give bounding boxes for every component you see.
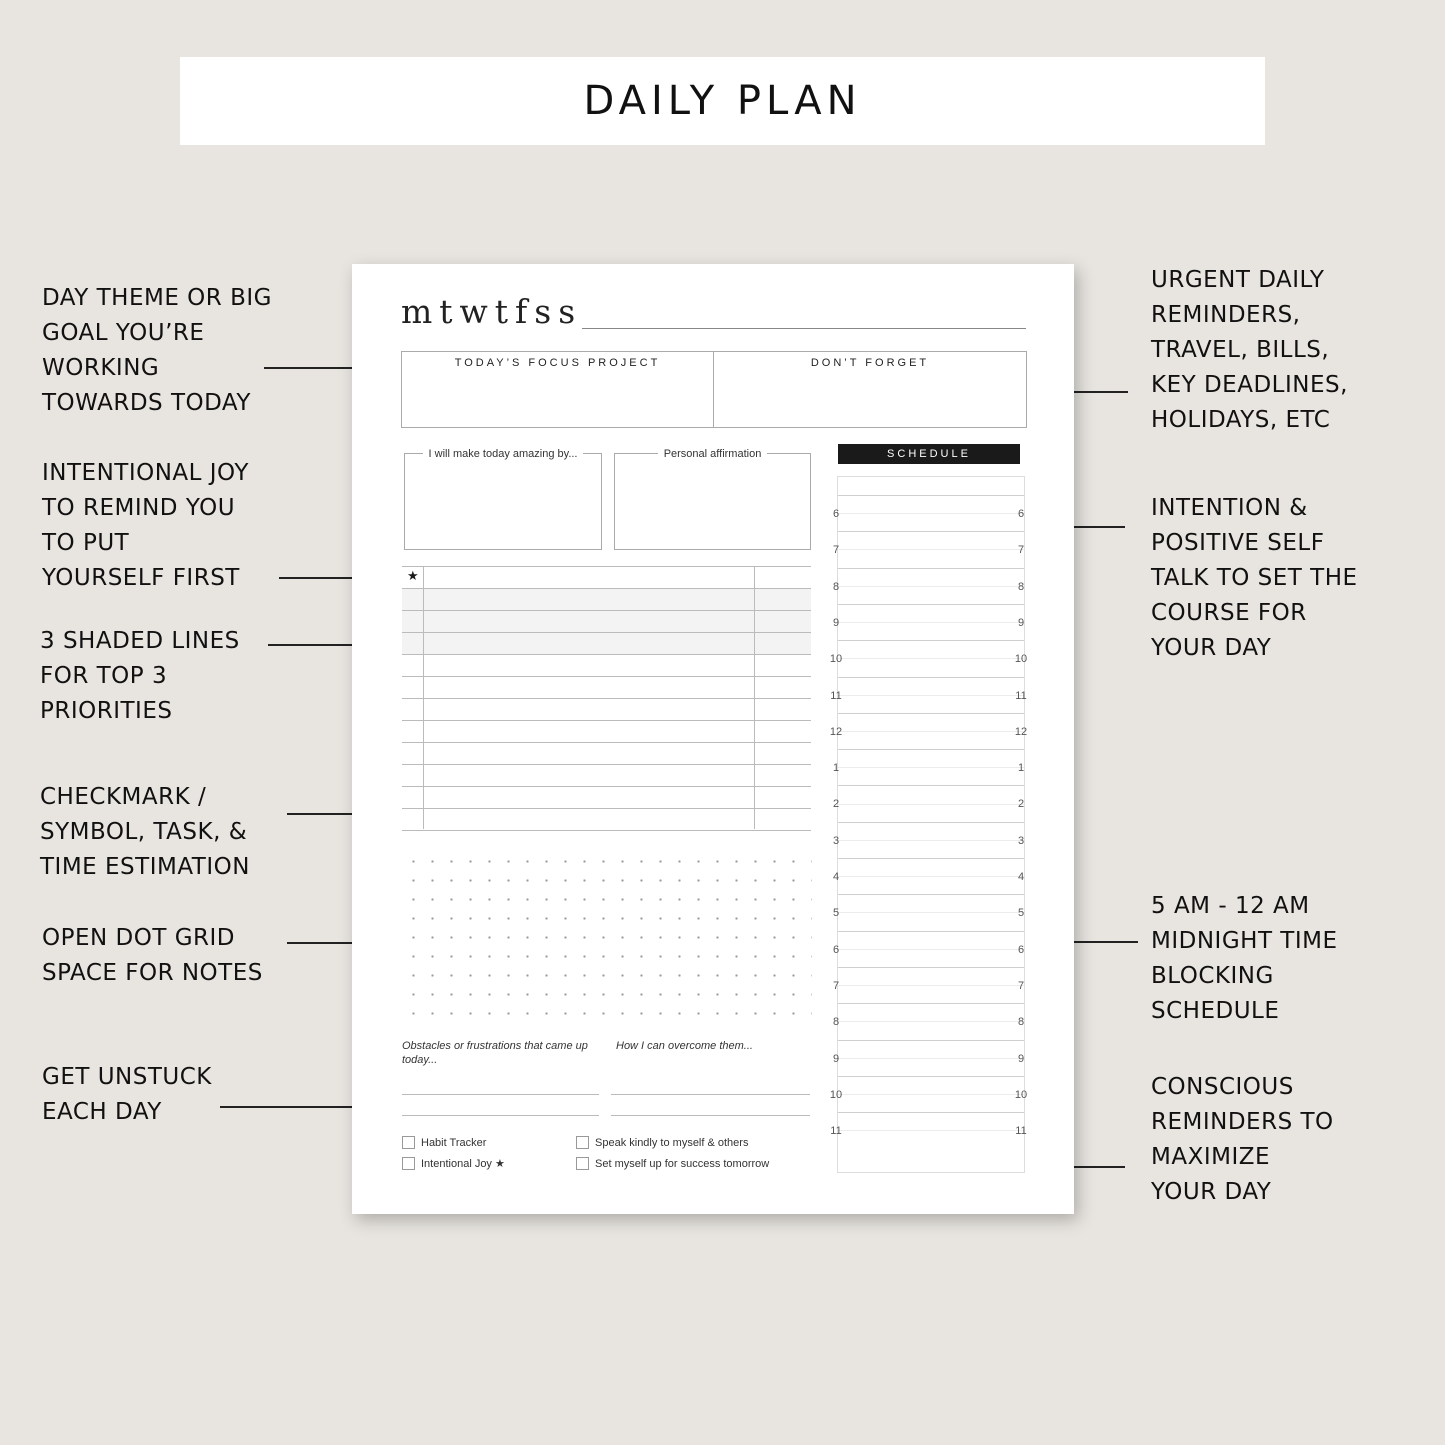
obstacles-label: Obstacles or frustrations that came up today... [402, 1040, 588, 1066]
schedule-line [838, 513, 1024, 514]
schedule-line [838, 658, 1024, 659]
hour-label: 12 [1014, 725, 1028, 738]
hour-label: 4 [1017, 871, 1025, 883]
schedule-line [838, 1130, 1024, 1131]
schedule-line [838, 949, 1024, 950]
schedule-line [838, 677, 1024, 678]
schedule-line [838, 1058, 1024, 1059]
schedule-line [838, 604, 1024, 605]
dot-grid-notes[interactable] [404, 852, 812, 1022]
checkbox-square[interactable] [402, 1136, 415, 1149]
date-line[interactable] [582, 328, 1026, 329]
hour-label: 5 [1017, 907, 1025, 920]
affirmation-label: Personal affirmation [658, 448, 768, 460]
obstacles-line[interactable] [402, 1094, 599, 1095]
hour-label: 6 [832, 508, 840, 520]
task-row[interactable] [402, 764, 811, 787]
schedule-line [838, 731, 1024, 732]
schedule-line [838, 785, 1024, 786]
schedule-line [838, 858, 1024, 859]
amazing-label: I will make today amazing by... [423, 448, 584, 460]
hour-label: 6 [1017, 943, 1025, 956]
annotation-schedule: 5 AM - 12 AM MIDNIGHT TIME BLOCKING SCHEDULE [1151, 893, 1338, 1024]
hour-label: 10 [829, 653, 843, 666]
task-row[interactable] [402, 566, 811, 589]
schedule-grid[interactable] [837, 476, 1025, 1173]
overcome-line[interactable] [611, 1115, 810, 1116]
task-top-rule [402, 566, 811, 567]
time-column-divider [754, 566, 755, 829]
overcome-label: How I can overcome them... [616, 1040, 753, 1052]
dont-forget-box[interactable] [713, 351, 1027, 428]
task-row[interactable] [402, 786, 811, 809]
schedule-line [838, 1076, 1024, 1077]
task-row[interactable] [402, 742, 811, 765]
hour-label: 9 [832, 1052, 840, 1065]
hour-label: 8 [1017, 1016, 1025, 1029]
hour-label: 6 [832, 943, 840, 956]
hour-label: 7 [832, 979, 840, 992]
task-list[interactable] [402, 566, 811, 829]
schedule-line [838, 912, 1024, 913]
priority-row[interactable] [402, 610, 811, 633]
schedule-line [838, 1094, 1024, 1095]
schedule-line [838, 749, 1024, 750]
hour-label: 10 [1014, 653, 1028, 666]
schedule-line [838, 840, 1024, 841]
priority-row[interactable] [402, 632, 811, 655]
checkbox-success-tomorrow[interactable]: Set myself up for success tomorrow [576, 1157, 769, 1170]
schedule-line [838, 1040, 1024, 1041]
hour-label: 7 [1017, 979, 1025, 992]
schedule-line [838, 695, 1024, 696]
hour-label: 8 [1017, 580, 1025, 593]
hour-label: 1 [1017, 762, 1025, 775]
checkbox-habit-tracker[interactable]: Habit Tracker [402, 1136, 486, 1149]
schedule-line [838, 713, 1024, 714]
hour-label: 3 [1017, 834, 1025, 847]
star-icon: ★ [407, 568, 419, 583]
task-row[interactable] [402, 720, 811, 743]
focus-project-label: TODAY’S FOCUS PROJECT [454, 357, 661, 369]
schedule-line [838, 1112, 1024, 1113]
hour-label: 9 [1017, 616, 1025, 629]
hour-label: 9 [1017, 1052, 1025, 1065]
task-row[interactable] [402, 808, 811, 831]
obstacles-line[interactable] [402, 1115, 599, 1116]
planner-page [352, 264, 1074, 1214]
checkbox-intentional-joy[interactable]: Intentional Joy ★ [402, 1157, 505, 1170]
schedule-line [838, 1021, 1024, 1022]
schedule-line [838, 804, 1024, 805]
hour-label: 3 [832, 834, 840, 847]
schedule-header: SCHEDULE [838, 444, 1020, 464]
schedule-line [838, 931, 1024, 932]
schedule-line [838, 822, 1024, 823]
focus-project-box[interactable] [401, 351, 714, 428]
hour-label: 7 [832, 544, 840, 557]
amazing-box[interactable] [404, 448, 602, 550]
schedule-line [838, 894, 1024, 895]
annotation-day-theme: DAY THEME OR BIG GOAL YOU’RE WORKING TOWARDS TODAY [42, 285, 272, 416]
annotation-tasks: CHECKMARK / SYMBOL, TASK, & TIME ESTIMATION [40, 784, 250, 880]
hour-label: 11 [830, 689, 842, 702]
title-banner [180, 57, 1265, 145]
annotation-reminders: URGENT DAILY REMINDERS, TRAVEL, BILLS, KEY DEADLINES, HOLIDAYS, ETC [1151, 267, 1348, 433]
schedule-line [838, 876, 1024, 877]
schedule-line [838, 622, 1024, 623]
task-row[interactable] [402, 654, 811, 677]
hour-label: 2 [832, 798, 840, 811]
hour-label: 11 [830, 1125, 842, 1138]
annotation-priorities: 3 SHADED LINES FOR TOP 3 PRIORITIES [40, 628, 240, 724]
dont-forget-label: DON’T FORGET [810, 357, 930, 369]
schedule-line [838, 549, 1024, 550]
annotation-dot-grid: OPEN DOT GRID SPACE FOR NOTES [42, 925, 263, 986]
symbol-column-divider [423, 566, 424, 829]
schedule-line [838, 1003, 1024, 1004]
annotation-intention: INTENTION & POSITIVE SELF TALK TO SET THE COURSE FOR YOUR DAY [1151, 495, 1358, 661]
checkbox-square[interactable] [576, 1157, 589, 1170]
task-row[interactable] [402, 698, 811, 721]
schedule-line [838, 568, 1024, 569]
hour-label: 11 [1015, 689, 1027, 702]
hour-label: 5 [832, 907, 840, 920]
hour-label: 8 [832, 580, 840, 593]
schedule-line [838, 967, 1024, 968]
checkbox-speak-kindly[interactable]: Speak kindly to myself & others [576, 1136, 748, 1149]
hour-label: 9 [832, 616, 840, 629]
annotation-conscious: CONSCIOUS REMINDERS TO MAXIMIZE YOUR DAY [1151, 1074, 1334, 1205]
hour-label: 8 [832, 1016, 840, 1029]
hour-label: 10 [829, 1088, 843, 1101]
checkbox-square[interactable] [402, 1157, 415, 1170]
schedule-line [838, 531, 1024, 532]
schedule-line [838, 586, 1024, 587]
hour-label: 7 [1017, 544, 1025, 557]
checkbox-square[interactable] [576, 1136, 589, 1149]
task-row[interactable] [402, 676, 811, 699]
priority-row[interactable] [402, 588, 811, 611]
annotation-intentional-joy: INTENTIONAL JOY TO REMIND YOU TO PUT YOURSELF FIRST [42, 460, 249, 591]
hour-label: 2 [1017, 798, 1025, 811]
schedule-line [838, 985, 1024, 986]
hour-label: 11 [1015, 1125, 1027, 1138]
schedule-line [838, 767, 1024, 768]
hour-label: 4 [832, 871, 840, 883]
annotation-unstuck: GET UNSTUCK EACH DAY [42, 1064, 212, 1125]
weekday-letters[interactable]: mtwtfss [401, 292, 583, 331]
overcome-line[interactable] [611, 1094, 810, 1095]
hour-label: 10 [1014, 1088, 1028, 1101]
hour-label: 12 [829, 725, 843, 738]
affirmation-box[interactable] [614, 448, 811, 550]
schedule-line [838, 495, 1024, 496]
schedule-line [838, 640, 1024, 641]
hour-label: 1 [832, 762, 840, 775]
page-title: DAILY PLAN [583, 78, 862, 124]
hour-label: 6 [1017, 508, 1025, 520]
